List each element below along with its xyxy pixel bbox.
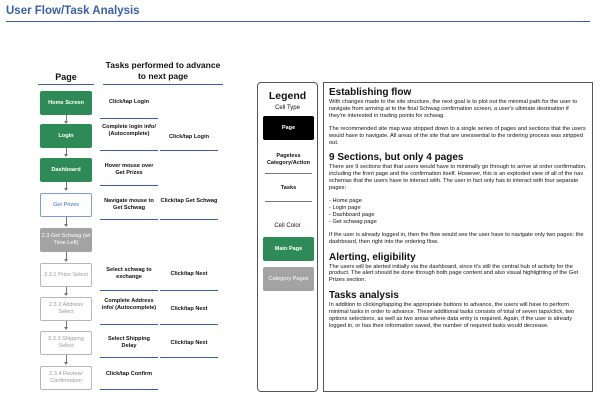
list-item: - Login page xyxy=(329,204,361,211)
task-rule xyxy=(100,185,158,186)
legend-cell-type-label: Cell Type xyxy=(275,105,300,111)
legend-page-swatch: Page xyxy=(263,116,314,140)
title-divider xyxy=(6,21,590,22)
flow-box-address-select: 2.3.2 Address Select xyxy=(40,297,92,321)
section-paragraph: The recommended site map was stripped down to a single series of pages and sections that the users would have to navigate. All areas of the site that are unessential to the ordering process was stripped out. xyxy=(329,125,586,146)
list-item: - Home page xyxy=(329,198,362,205)
legend-main-page-swatch: Main Page xyxy=(263,237,314,261)
flow-box-prize-select: 2.3.1 Prize Select xyxy=(40,263,92,287)
section-paragraph: The users will be alerted initially via the dashboard, since it's still the central hub of activity for the product. The alert should be done through both page content and also visual highlighting of the Get Prizes section. xyxy=(329,263,579,284)
task-rule xyxy=(100,324,158,325)
tasks-header-rule xyxy=(103,84,223,85)
section-paragraph: There are 9 sections that that users would have to minimally go through to arrive at order confirmation, including the front page and the confirmation itself. However, this is an exploded view of all of the nav schemas that the users have to interact with. The user in fact only has to interact with four separate pages: xyxy=(329,164,587,192)
flow-box-get-prizes: Get Prizes xyxy=(40,193,92,217)
flow-arrow xyxy=(66,287,67,295)
task-rule xyxy=(100,389,158,390)
section-heading-9-sections: 9 Sections, but only 4 pages xyxy=(329,152,464,164)
legend-cell-color-label: Cell Color xyxy=(274,223,301,229)
flow-arrow xyxy=(66,182,67,190)
flow-box-home-screen: Home Screen xyxy=(40,91,92,115)
flow-box-shipping-select: 2.3.3 Shipping Select xyxy=(40,331,92,355)
task-rule xyxy=(160,324,218,325)
task-rule xyxy=(100,357,158,358)
task-rule xyxy=(160,150,218,151)
task-shipping-2: Click/tap Next xyxy=(170,340,208,346)
legend-tasks-swatch: Tasks xyxy=(263,178,314,198)
flow-arrow xyxy=(66,321,67,329)
section-paragraph: With changes made to the site structure, the next goal is to plot out the minimal path for the user to navigate from arriving at to the final Schwag confirmation screen, a user's ultimate destination if they're interested in trading points for schwag. xyxy=(329,99,578,119)
task-rule xyxy=(100,118,158,119)
task-login-2: Click/tap Login xyxy=(168,134,210,140)
list-item: - Dashboard page xyxy=(329,211,375,218)
task-rule xyxy=(100,219,158,220)
pages-list xyxy=(329,198,587,226)
task-address-1: Complete Address info/ (Autocomplete) xyxy=(101,298,157,311)
page-header-rule xyxy=(38,84,94,85)
flow-arrow xyxy=(66,115,67,123)
page-column-header: Page xyxy=(55,72,77,82)
legend-rule xyxy=(265,173,312,174)
section-heading-alerting: Alerting, eligibility xyxy=(329,251,416,263)
flow-arrow xyxy=(66,148,67,156)
task-review-1: Click/tap Confirm xyxy=(105,371,153,377)
flow-box-review-confirmation: 2.3.4 Review/ Confirmation xyxy=(40,366,92,390)
task-prizes-1: Navigate mouse to Get Schwag xyxy=(104,198,154,211)
task-prize-select-2: Click/tap Next xyxy=(170,271,208,277)
task-login-1: Complete login info/ (Autocomplete) xyxy=(102,124,156,137)
task-rule xyxy=(160,357,218,358)
section-paragraph: If the user is already logged in, then the flow would see the user have to navigate only two pages: the dashboard, then right into the ordering flow. xyxy=(329,231,584,245)
flow-arrow xyxy=(66,217,67,226)
task-shipping-1: Select Shipping Delay xyxy=(108,336,150,349)
flow-arrow xyxy=(66,355,67,364)
legend-pageless-swatch: Pageless Category/Action xyxy=(263,150,314,170)
legend-rule xyxy=(265,201,312,202)
legend-panel xyxy=(257,82,318,392)
section-heading-tasks-analysis: Tasks analysis xyxy=(329,290,399,302)
tasks-column-header: Tasks performed to advance to next page xyxy=(105,60,221,81)
task-prizes-2: Click/tap Get Schwag xyxy=(160,198,218,204)
section-heading-establishing-flow: Establishing flow xyxy=(329,87,412,98)
section-paragraph: In addition to clicking/tapping the appropriate buttons to advance, the users will have to perform minimal tasks in order to advance. These additional tasks consists of total of seven taps/click, two options selections, as well as two areas where data entry is required. Again, if the user is already logged in, or has their information saved, the number of required tasks would decrease. xyxy=(329,302,575,329)
legend-category-pages-swatch: Category Pages xyxy=(263,267,314,291)
flow-box-dashboard: Dashboard xyxy=(40,158,92,182)
flow-arrow xyxy=(66,252,67,261)
flow-box-get-schwag: 2.3 Get Schwag (w/ Time Left) xyxy=(40,228,92,252)
task-rule xyxy=(100,290,158,291)
list-item: - Get schwag page xyxy=(329,218,377,225)
task-rule xyxy=(100,150,158,151)
task-rule xyxy=(160,219,218,220)
task-rule xyxy=(160,290,218,291)
analysis-text-panel xyxy=(323,82,593,392)
task-address-2: Click/tap Next xyxy=(170,306,208,312)
flow-box-login: Login xyxy=(40,124,92,148)
task-dashboard-1: Hover mouse over Get Prizes xyxy=(104,163,154,176)
task-prize-select-1: Select schwag to exchange xyxy=(106,267,152,280)
legend-title: Legend xyxy=(268,90,307,102)
page-title: User Flow/Task Analysis xyxy=(6,5,140,17)
task-home-1: Click/tap Login xyxy=(108,99,150,105)
